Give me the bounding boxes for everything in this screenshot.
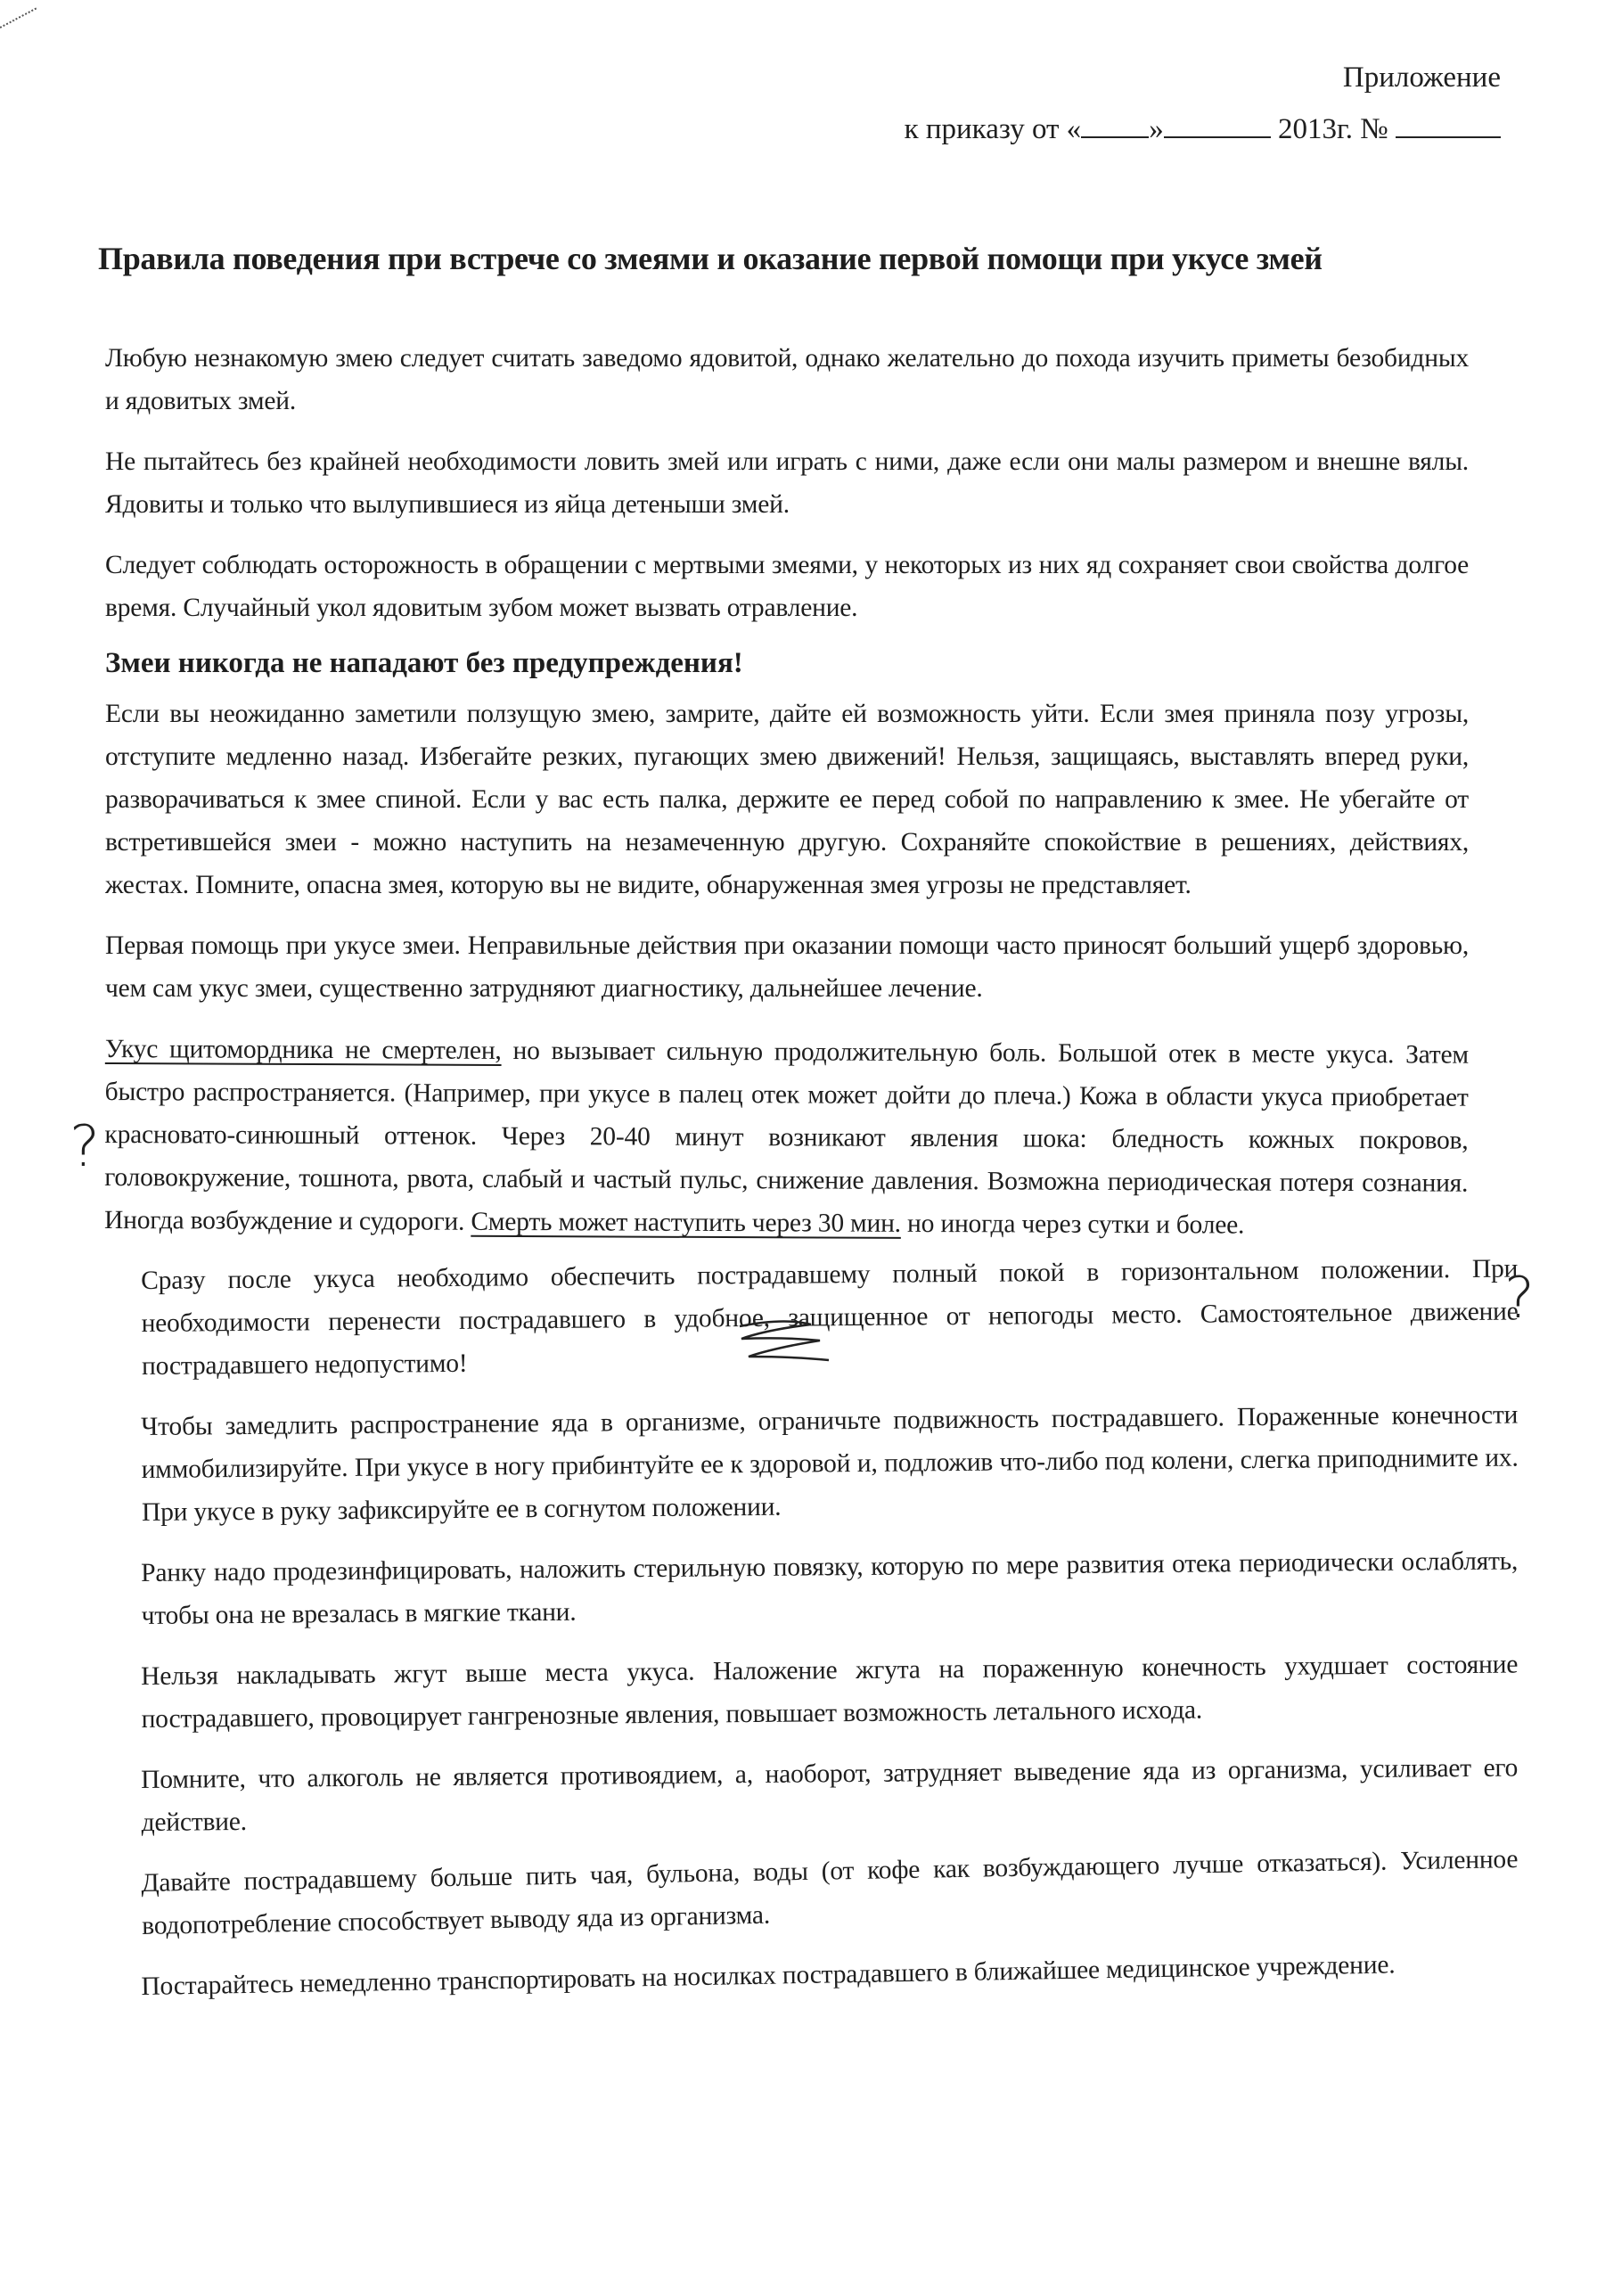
- handwritten-question-mark-left: ?: [70, 1114, 100, 1180]
- paragraph-fluids: Давайте пострадавшему больше пить чая, бульона, воды (от кофе как возбуждающего лучше отказаться). Усиленное водопотребление способствует выводу яда из организма.: [141, 1845, 1519, 1940]
- order-reference: [905, 103, 1501, 155]
- paragraph-no-alcohol: Помните, что алкоголь не является противоядием, а, наоборот, затрудняет выведение яда из организма, усиливает его действие.: [141, 1753, 1519, 1837]
- underlined-not-fatal: Укус щитомордника не смертелен,: [104, 1035, 502, 1065]
- paragraph-immobilize: Чтобы замедлить распространение яда в организме, ограничьте подвижность пострадавшего. Пораженные конечности иммобилизируйте. При укусе в ногу прибинтуйте ее к здоровой и, подложив что-либо под колени, слегка приподнимите их. При укусе в руку зафиксируйте ее в согнутом положении.: [141, 1400, 1519, 1527]
- paragraph-encounter: Если вы неожиданно заметили ползущую змею, замрите, дайте ей возможность уйти. Если змея приняла позу угрозы, отступите медленно назад. Избегайте резких, пугающих змею движений! Нельзя, защищаясь, выставлять вперед руки, разворачиваться к змее спиной. Если у вас есть палка, держите ее перед собой по направлению к змее. Не убегайте от встретившейся змеи - можно наступить на незамеченную другую. Сохраняйте спокойствие в решениях, действиях, жестах. Помните, опасна змея, которую вы не видите, обнаруженная змея угрозы не представляет.: [105, 700, 1469, 899]
- paragraph-copperhead-bite: [104, 1028, 1469, 1248]
- order-mid: »: [1149, 113, 1164, 145]
- paragraph-rest: Сразу после укуса необходимо обеспечить пострадавшему полный покой в горизонтальном положении. При необходимости перенести пострадавшего в удобное, защищенное от непогоды место. Самостоятельное движение пострадавшего недопустимо!: [141, 1254, 1519, 1381]
- paragraph-dead-snakes: Следует соблюдать осторожность в обращении с мертвыми змеями, у некоторых из них яд сохраняет свои свойства долгое время. Случайный укол ядовитым зубом может вызвать отравление.: [105, 551, 1469, 622]
- scan-artifact: [0, 7, 38, 29]
- order-day-blank: [1081, 110, 1149, 138]
- paragraph-unknown-snakes: Любую незнакомую змею следует считать заведомо ядовитой, однако желательно до похода изучить приметы безобидных и ядовитых змей.: [105, 344, 1469, 415]
- order-year: 2013г. №: [1270, 113, 1396, 145]
- paragraph-transport: Постарайтесь немедленно транспортировать на носилках пострадавшего в ближайшее медицинское учреждение.: [141, 1950, 1396, 2001]
- underlined-death-time: Смерть может наступить через 30 мин.: [471, 1207, 901, 1238]
- order-number-blank: [1396, 110, 1501, 138]
- appendix-header: [905, 52, 1501, 155]
- order-prefix: к приказу от «: [904, 113, 1082, 145]
- document-title: Правила поведения при встрече со змеями и оказание первой помощи при укусе змей: [98, 241, 1323, 276]
- paragraph-no-tourniquet: Нельзя накладывать жгут выше места укуса. Наложение жгута на пораженную конечность ухудшает состояние пострадавшего, провоцирует гангренозные явления, повышает возможность летального исхода.: [141, 1650, 1519, 1734]
- paragraph-first-aid-intro: Первая помощь при укусе змеи. Неправильные действия при оказании помощи часто приносят больший ущерб здоровью, чем сам укус змеи, существенно затрудняют диагностику, дальнейшее лечение.: [105, 931, 1469, 1003]
- bite-symptoms: но вызывает сильную продолжительную боль. Большой отек в месте укуса. Затем быстро распространяется. (Например, при укусе в палец отек может дойти до плеча.) Кожа в области укуса приобретает красновато-синюшный оттенок. Через 20-40 минут возникают явления шока: бледность кожных покровов, головокружение, тошнота, рвота, слабый и частый пульс, снижение давления. Возможна периодическая потеря сознания. Иногда возбуждение и судороги.: [103, 1036, 1469, 1236]
- order-month-blank: [1164, 110, 1271, 138]
- document-body: [103, 337, 1519, 2026]
- paragraph-disinfect: Ранку надо продезинфицировать, наложить стерильную повязку, которую по мере развития отека периодически ослаблять, чтобы она не врезалась в мягкие ткани.: [141, 1546, 1519, 1630]
- section-heading-warning: Змеи никогда не нападают без предупреждения!: [105, 647, 743, 679]
- appendix-label: Приложение: [1342, 62, 1501, 94]
- handwritten-scribble: [731, 1317, 838, 1371]
- bite-symptoms-end: но иногда через сутки и более.: [900, 1209, 1245, 1240]
- handwritten-question-mark-right: ?: [1504, 1266, 1535, 1332]
- paragraph-do-not-catch: Не пытайтесь без крайней необходимости ловить змей или играть с ними, даже если они малы размером и внешне вялы. Ядовиты и только что вылупившиеся из яйца детеныши змей.: [105, 447, 1469, 519]
